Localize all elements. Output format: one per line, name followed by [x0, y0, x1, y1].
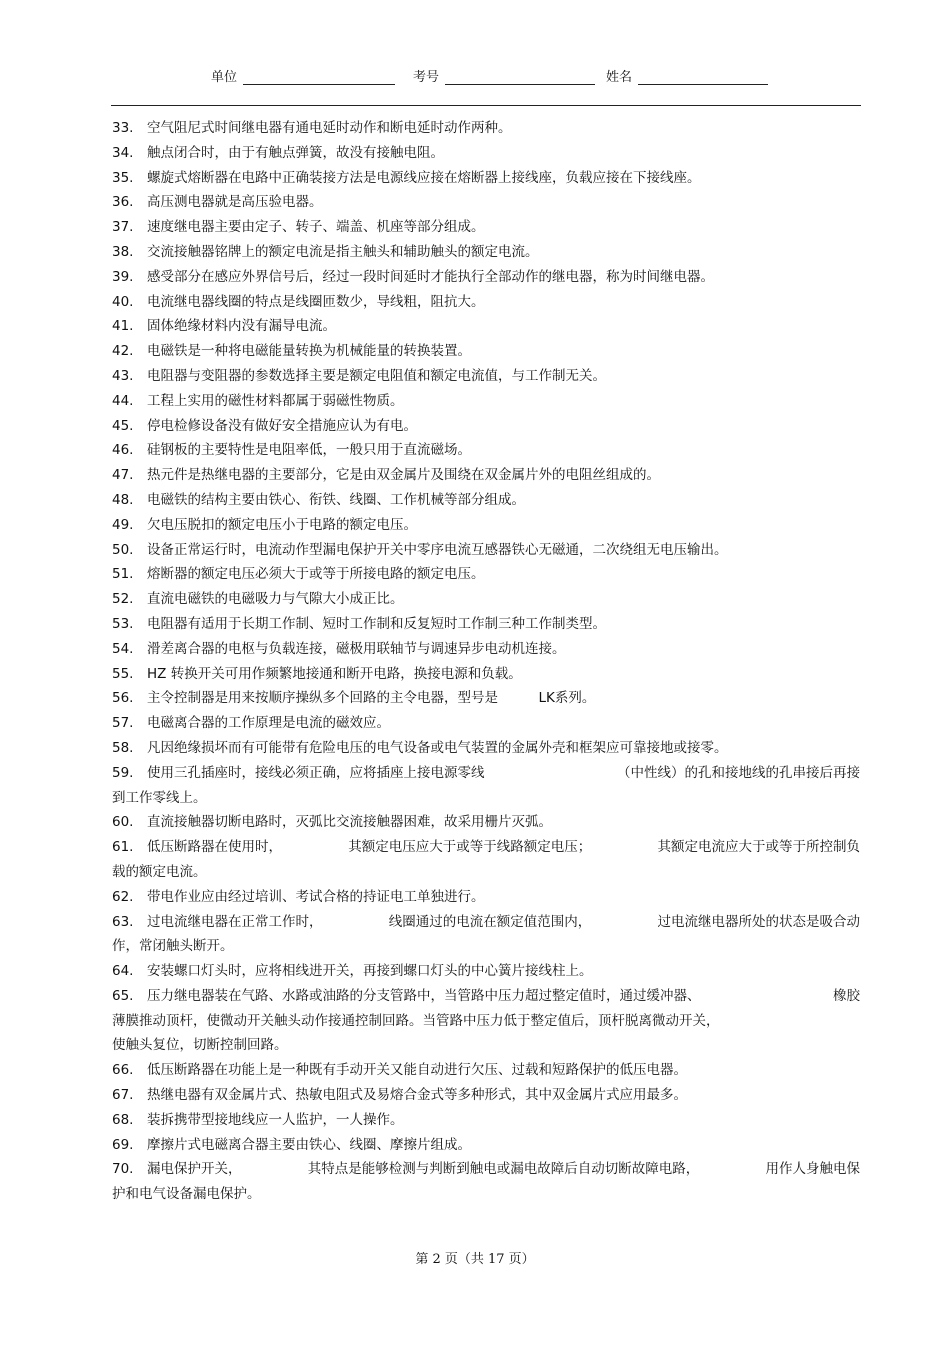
question-text: 空气阻尼式时间继电器有通电延时动作和断电延时动作两种。 [147, 120, 512, 136]
question-text: 固体绝缘材料内没有漏导电流。 [147, 318, 336, 335]
name-field [606, 66, 768, 85]
question-item [112, 538, 860, 563]
question-number: 36. [112, 194, 134, 211]
question-number: 35. [112, 169, 134, 186]
unit-blank [243, 69, 395, 85]
question-number: 39. [112, 268, 134, 285]
question-item [112, 810, 860, 835]
question-item [112, 612, 860, 637]
question-item [112, 190, 860, 215]
question-number: 52. [112, 591, 134, 608]
question-text: 电磁铁是一种将电磁能量转换为机械能量的转换装置。 [147, 343, 471, 360]
question-continuation-line: 到工作零线上。 [112, 789, 207, 806]
question-item [112, 910, 860, 960]
header-divider [111, 105, 861, 106]
question-item [112, 414, 860, 439]
question-continuation-line: 载的额定电流。 [112, 863, 207, 880]
question-text: 设备正常运行时，电流动作型漏电保护开关中零序电流互感器铁心无磁通，二次绕组无电压输出。 [147, 541, 728, 558]
question-number: 58. [112, 739, 134, 756]
question-item [112, 488, 860, 513]
question-text-segment: 低压断路器在使用时， [147, 839, 282, 856]
question-text: 安装螺口灯头时，应将相线进开关，再接到螺口灯头的中心簧片接线柱上。 [147, 963, 593, 980]
question-text-segment: 其额定电压应大于或等于线路额定电压； [348, 839, 592, 856]
question-lead [112, 1157, 242, 1182]
question-text: 速度继电器主要由定子、转子、端盖、机座等部分组成。 [147, 219, 485, 236]
question-number: 56. [112, 690, 134, 707]
question-number: 54. [112, 640, 134, 657]
question-line [112, 1157, 860, 1182]
question-continuation-line: 护和电气设备漏电保护。 [112, 1186, 261, 1203]
question-item [112, 662, 860, 687]
question-item [112, 885, 860, 910]
question-text: 滑差离合器的电枢与负载连接，磁极用联轴节与调速异步电动机连接。 [147, 640, 566, 657]
question-text-segment: 过电流继电器在正常工作时， [147, 913, 323, 930]
exam-number-blank [445, 69, 595, 85]
question-item [112, 141, 860, 166]
question-text: 电磁离合器的工作原理是电流的磁效应。 [147, 715, 390, 732]
question-text: 低压断路器在功能上是一种既有手动开关又能自动进行欠压、过载和短路保护的低压电器。 [147, 1062, 687, 1079]
unit-label: 单位 [211, 70, 238, 85]
question-number: 47. [112, 467, 134, 484]
question-number: 45. [112, 417, 134, 434]
question-number: 66. [112, 1062, 134, 1079]
question-number: 59. [112, 764, 134, 781]
question-item [112, 984, 860, 1058]
question-text: 工程上实用的磁性材料都属于弱磁性物质。 [147, 392, 404, 409]
question-text: 熔断器的额定电压必须大于或等于所接电路的额定电压。 [147, 566, 485, 583]
question-text-segment: 橡胶 [833, 987, 860, 1004]
question-item [112, 761, 860, 811]
question-text: 装拆携带型接地线应一人监护，一人操作。 [147, 1111, 404, 1128]
question-item [112, 215, 860, 240]
question-text: 硅钢板的主要特性是电阻率低，一般只用于直流磁场。 [147, 442, 471, 459]
question-item [112, 166, 860, 191]
question-item [112, 637, 860, 662]
question-number: 62. [112, 888, 134, 905]
question-line [112, 835, 860, 860]
question-number: 34. [112, 144, 134, 161]
question-text: 电阻器有适用于长期工作制、短时工作制和反复短时工作制三种工作制类型。 [147, 615, 606, 632]
unit-field [211, 66, 395, 85]
page-number: 第 2 页（共 17 页） [415, 1252, 535, 1267]
question-text: 电阻器与变阻器的参数选择主要是额定电阻值和额定电流值，与工作制无关。 [147, 367, 606, 384]
question-text: 热元件是热继电器的主要部分，它是由双金属片及围绕在双金属片外的电阻丝组成的。 [147, 467, 660, 484]
question-text: 热继电器有双金属片式、热敏电阻式及易熔合金式等多种形式，其中双金属片式应用最多。 [147, 1087, 687, 1104]
question-item [112, 1058, 860, 1083]
question-text: 摩擦片式电磁离合器主要由铁心、线圈、摩擦片组成。 [147, 1136, 471, 1153]
question-item [112, 438, 860, 463]
page-header [0, 66, 950, 90]
exam-number-field [413, 66, 595, 85]
question-number: 57. [112, 715, 134, 732]
question-lead [112, 984, 701, 1009]
question-item [112, 240, 860, 265]
question-text-segment: 其特点是能够检测与判断到触电或漏电故障后自动切断故障电路， [307, 1161, 700, 1178]
question-item [112, 389, 860, 414]
name-blank [638, 69, 768, 85]
question-item [112, 265, 860, 290]
question-text: 直流接触器切断电路时，灭弧比交流接触器困难，故采用栅片灭弧。 [147, 814, 552, 831]
question-item [112, 1157, 860, 1207]
question-number: 44. [112, 392, 134, 409]
question-text: 主令控制器是用来按顺序操纵多个回路的主令电器，型号是 LK系列。 [147, 690, 596, 707]
question-item [112, 314, 860, 339]
question-number: 55. [112, 665, 134, 682]
question-item [112, 736, 860, 761]
question-continuation-line: 使触头复位，切断控制回路。 [112, 1037, 288, 1054]
question-list [112, 116, 860, 1207]
question-item [112, 463, 860, 488]
question-text: 电流继电器线圈的特点是线圈匝数少，导线粗，阻抗大。 [147, 293, 485, 310]
question-item [112, 562, 860, 587]
question-number: 61. [112, 839, 134, 856]
question-item [112, 587, 860, 612]
question-item [112, 1133, 860, 1158]
question-text: 触点闭合时，由于有触点弹簧，故没有接触电阻。 [147, 144, 444, 161]
question-item [112, 290, 860, 315]
name-label: 姓名 [606, 70, 633, 85]
question-number: 48. [112, 491, 134, 508]
question-number: 68. [112, 1111, 134, 1128]
question-number: 65. [112, 987, 134, 1004]
question-number: 50. [112, 541, 134, 558]
question-text: 凡因绝缘损坏而有可能带有危险电压的电气设备或电气装置的金属外壳和框架应可靠接地或接零。 [147, 739, 728, 756]
question-text: 电磁铁的结构主要由铁心、衔铁、线圈、工作机械等部分组成。 [147, 491, 525, 508]
question-text-segment: 线圈通过的电流在额定值范围内， [388, 913, 592, 930]
question-text: 停电检修设备没有做好安全措施应认为有电。 [147, 417, 417, 434]
question-text: 直流电磁铁的电磁吸力与气隙大小成正比。 [147, 591, 404, 608]
question-number: 69. [112, 1136, 134, 1153]
question-number: 53. [112, 615, 134, 632]
question-number: 64. [112, 963, 134, 980]
question-text: 欠电压脱扣的额定电压小于电路的额定电压。 [147, 516, 417, 533]
question-number: 70. [112, 1161, 134, 1178]
question-number: 51. [112, 566, 134, 583]
question-text-segment: 压力继电器装在气路、水路或油路的分支管路中，当管路中压力超过整定值时，通过缓冲器、 [147, 987, 701, 1004]
question-number: 41. [112, 318, 134, 335]
question-number: 37. [112, 219, 134, 236]
question-text: 带电作业应由经过培训、考试合格的持证电工单独进行。 [147, 888, 485, 905]
question-item [112, 959, 860, 984]
question-text: 高压测电器就是高压验电器。 [147, 194, 323, 211]
question-number: 33. [112, 120, 134, 136]
question-number: 43. [112, 367, 134, 384]
question-number: 40. [112, 293, 134, 310]
question-text-segment: （中性线）的孔和接地线的孔串接后再接 [617, 764, 860, 781]
question-line [112, 910, 860, 935]
question-text: HZ 转换开关可用作频繁地接通和断开电路，换接电源和负载。 [147, 665, 522, 682]
question-line [112, 761, 860, 786]
question-item [112, 711, 860, 736]
question-item [112, 339, 860, 364]
question-number: 42. [112, 343, 134, 360]
question-lead [112, 761, 485, 786]
question-item [112, 116, 860, 141]
question-text-segment: 过电流继电器所处的状态是吸合动 [657, 913, 860, 930]
question-number: 60. [112, 814, 134, 831]
question-text: 感受部分在感应外界信号后，经过一段时间延时才能执行全部动作的继电器，称为时间继电器。 [147, 268, 714, 285]
question-item [112, 1083, 860, 1108]
exam-number-label: 考号 [413, 70, 440, 85]
question-text: 螺旋式熔断器在电路中正确装接方法是电源线应接在熔断器上接线座，负载应接在下接线座。 [147, 169, 701, 186]
question-item [112, 1108, 860, 1133]
question-text: 交流接触器铭牌上的额定电流是指主触头和辅助触头的额定电流。 [147, 243, 539, 260]
question-text-segment: 用作人身触电保 [765, 1161, 860, 1178]
question-line [112, 984, 860, 1009]
question-text-segment: 漏电保护开关， [147, 1161, 242, 1178]
question-continuation-line: 薄膜推动顶杆，使微动开关触头动作接通控制回路。当管路中压力低于整定值后，顶杆脱离微动开关， [112, 1012, 720, 1029]
question-item [112, 686, 860, 711]
question-item [112, 364, 860, 389]
question-number: 67. [112, 1087, 134, 1104]
question-item [112, 513, 860, 538]
question-number: 49. [112, 516, 134, 533]
question-continuation-line: 作，常闭触头断开。 [112, 938, 234, 955]
question-text-segment: 其额定电流应大于或等于所控制负 [657, 839, 860, 856]
question-number: 46. [112, 442, 134, 459]
question-lead [112, 835, 282, 860]
question-text-segment: 使用三孔插座时，接线必须正确，应将插座上接电源零线 [147, 764, 485, 781]
page-footer [0, 1248, 950, 1267]
question-number: 38. [112, 243, 134, 260]
question-lead [112, 910, 323, 935]
question-number: 63. [112, 913, 134, 930]
question-item [112, 835, 860, 885]
